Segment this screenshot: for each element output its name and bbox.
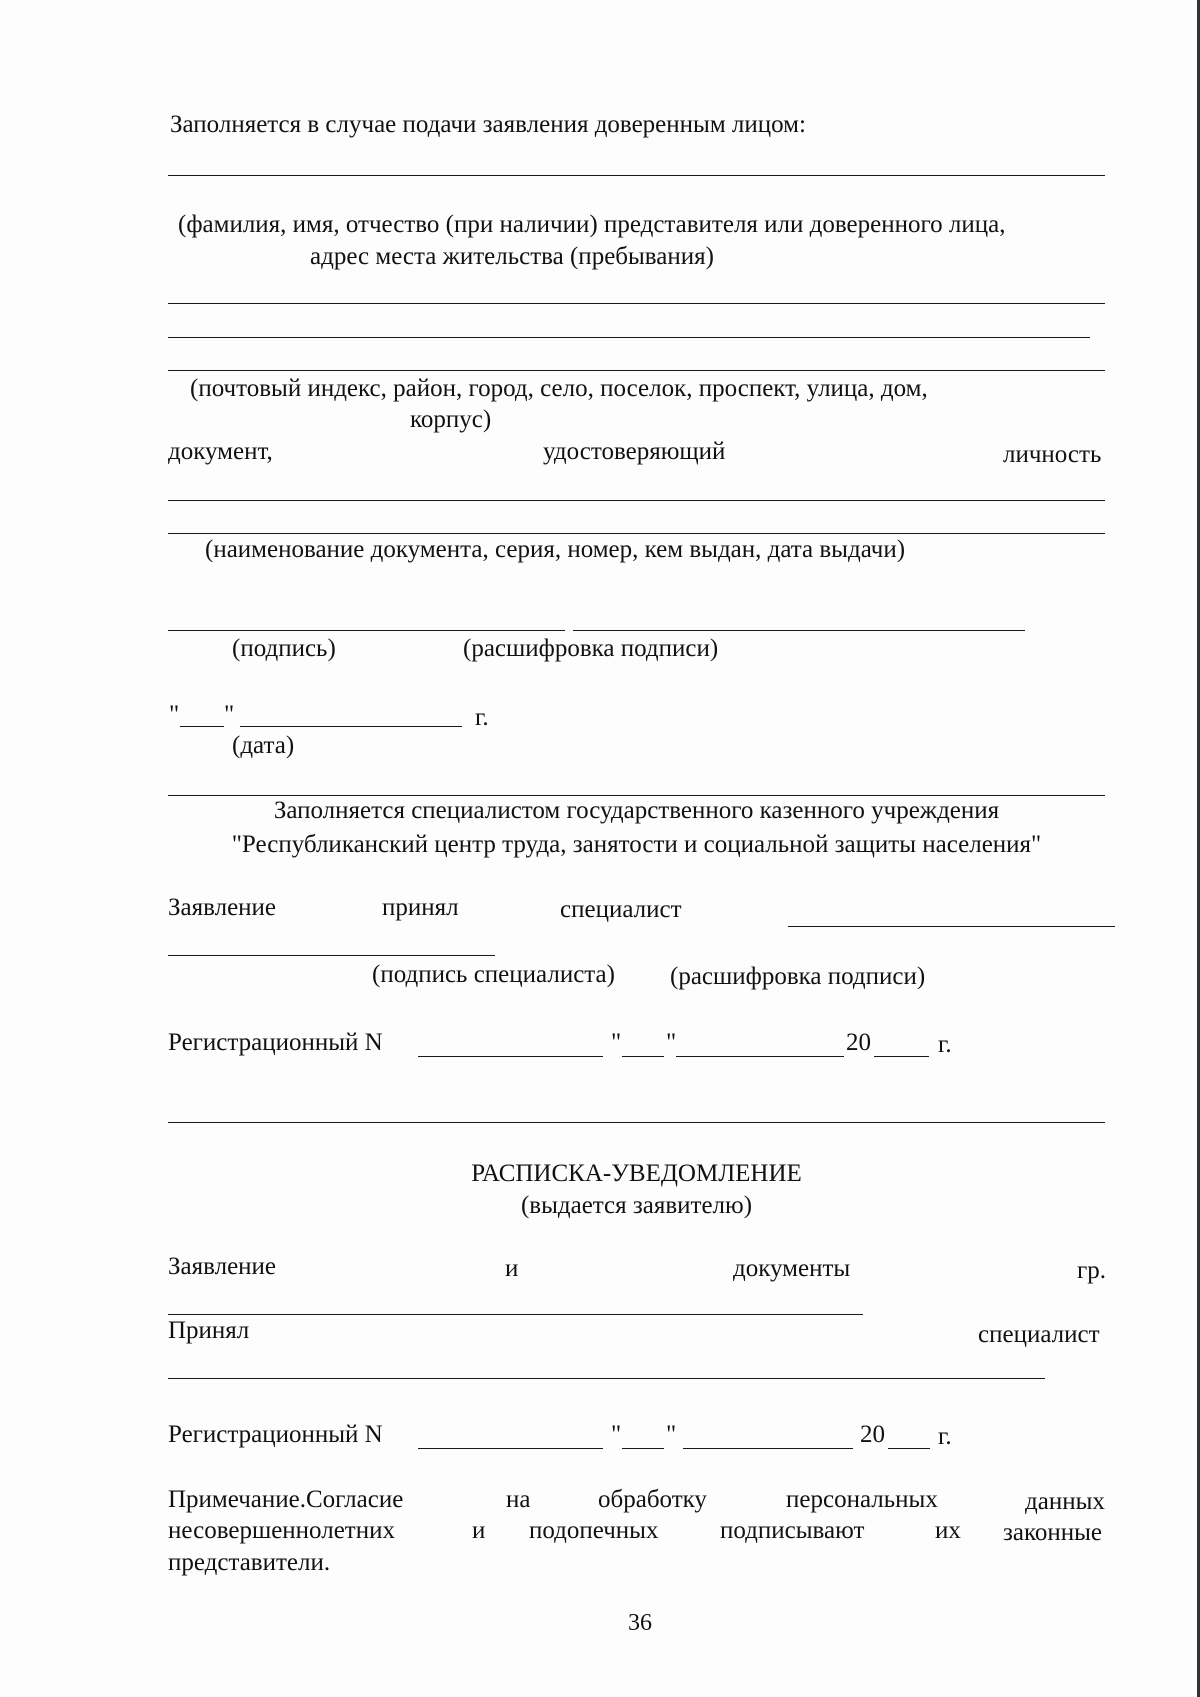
note-line-3: представители.	[168, 1549, 331, 1576]
reg-quote-open-2: "	[611, 1421, 622, 1448]
id-doc-word-1: документ,	[168, 438, 273, 465]
reg-year-line-1[interactable]	[874, 1056, 929, 1057]
note-word: обработку	[598, 1486, 707, 1513]
receipt-title: РАСПИСКА-УВЕДОМЛЕНИЕ	[471, 1160, 802, 1187]
page-number: 36	[628, 1610, 652, 1636]
id-doc-line-1[interactable]	[168, 500, 1105, 501]
id-doc-line-2[interactable]	[168, 533, 1105, 534]
note-word: данных	[1025, 1488, 1105, 1515]
receipt-accepted: Принял	[168, 1317, 250, 1344]
reg-year-suffix-1: г.	[938, 1031, 952, 1058]
address-line-2[interactable]	[168, 337, 1090, 338]
reg-year-prefix-2: 20	[860, 1421, 885, 1448]
proxy-caption-1: (фамилия, имя, отчество (при наличии) представителя или доверенного лица,	[178, 211, 1006, 238]
note-word: несовершеннолетних	[168, 1517, 395, 1544]
reg-quote-open-1: "	[611, 1029, 622, 1056]
receipt-word-1: Заявление	[168, 1253, 277, 1280]
reg-quote-close-2: "	[666, 1421, 677, 1448]
receipt-word-3: документы	[733, 1255, 851, 1282]
address-line-1[interactable]	[168, 303, 1105, 304]
proxy-heading: Заполняется в случае подачи заявления доверенным лицом:	[170, 111, 806, 138]
specialist-sig-caption: (подпись специалиста)	[372, 961, 615, 988]
signature-decode-caption: (расшифровка подписи)	[463, 635, 719, 662]
receipt-applicant-line[interactable]	[168, 1314, 863, 1315]
reg-year-line-2[interactable]	[888, 1448, 930, 1449]
date-day-line[interactable]	[180, 726, 224, 727]
note-word: на	[506, 1486, 531, 1513]
reg-day-line-2[interactable]	[622, 1448, 664, 1449]
reg-quote-close-1: "	[666, 1029, 677, 1056]
note-word: Примечание.Согласие	[168, 1486, 404, 1513]
note-word: персональных	[786, 1486, 938, 1513]
note-word: законные	[1003, 1519, 1102, 1546]
signature-line[interactable]	[168, 630, 565, 631]
address-line-3[interactable]	[168, 370, 1105, 371]
accepted-word-3: специалист	[560, 896, 682, 923]
receipt-subtitle: (выдается заявителю)	[520, 1192, 753, 1219]
reg-year-suffix-2: г.	[938, 1423, 952, 1450]
specialist-name-line-2[interactable]	[168, 955, 495, 956]
specialist-heading-2: "Республиканский центр труда, занятости и социальной защиты населения"	[231, 831, 1042, 858]
note-word: и	[472, 1517, 486, 1544]
date-year-suffix: г.	[475, 704, 489, 731]
reg-number-line-2[interactable]	[418, 1448, 603, 1449]
reg-label-1: Регистрационный N	[168, 1029, 383, 1056]
date-month-line[interactable]	[240, 726, 462, 727]
address-caption-2: корпус)	[410, 406, 492, 433]
reg-number-line-1[interactable]	[418, 1056, 603, 1057]
note-word: подопечных	[529, 1517, 659, 1544]
specialist-sig-decode-caption: (расшифровка подписи)	[670, 963, 926, 990]
accepted-word-2: принял	[382, 894, 459, 921]
section-divider-2	[168, 1122, 1105, 1123]
id-doc-word-2: удостоверяющий	[543, 438, 726, 465]
receipt-specialist-line[interactable]	[168, 1378, 1045, 1379]
receipt-specialist: специалист	[978, 1321, 1100, 1348]
reg-day-line-1[interactable]	[622, 1056, 664, 1057]
receipt-word-2: и	[505, 1255, 519, 1282]
reg-label-2: Регистрационный N	[168, 1421, 383, 1448]
id-doc-word-3: личность	[1003, 441, 1102, 468]
proxy-caption-2: адрес места жительства (пребывания)	[310, 243, 714, 270]
accepted-word-1: Заявление	[168, 894, 277, 921]
date-caption: (дата)	[232, 732, 295, 759]
note-word: подписывают	[720, 1517, 865, 1544]
date-quote-open: "	[169, 701, 180, 728]
note-word: их	[935, 1517, 961, 1544]
reg-month-line-2[interactable]	[683, 1448, 853, 1449]
proxy-name-line[interactable]	[168, 175, 1105, 176]
signature-caption: (подпись)	[232, 635, 336, 662]
specialist-heading-1: Заполняется специалистом государственного казенного учреждения	[273, 797, 1000, 824]
reg-year-prefix-1: 20	[846, 1029, 871, 1056]
signature-decode-line[interactable]	[573, 630, 1025, 631]
receipt-word-4: гр.	[1077, 1257, 1107, 1284]
id-doc-caption: (наименование документа, серия, номер, кем выдан, дата выдачи)	[205, 536, 906, 563]
reg-month-line-1[interactable]	[676, 1056, 844, 1057]
date-quote-close: "	[224, 701, 235, 728]
specialist-name-line[interactable]	[788, 926, 1115, 927]
address-caption-1: (почтовый индекс, район, город, село, поселок, проспект, улица, дом,	[190, 375, 928, 402]
